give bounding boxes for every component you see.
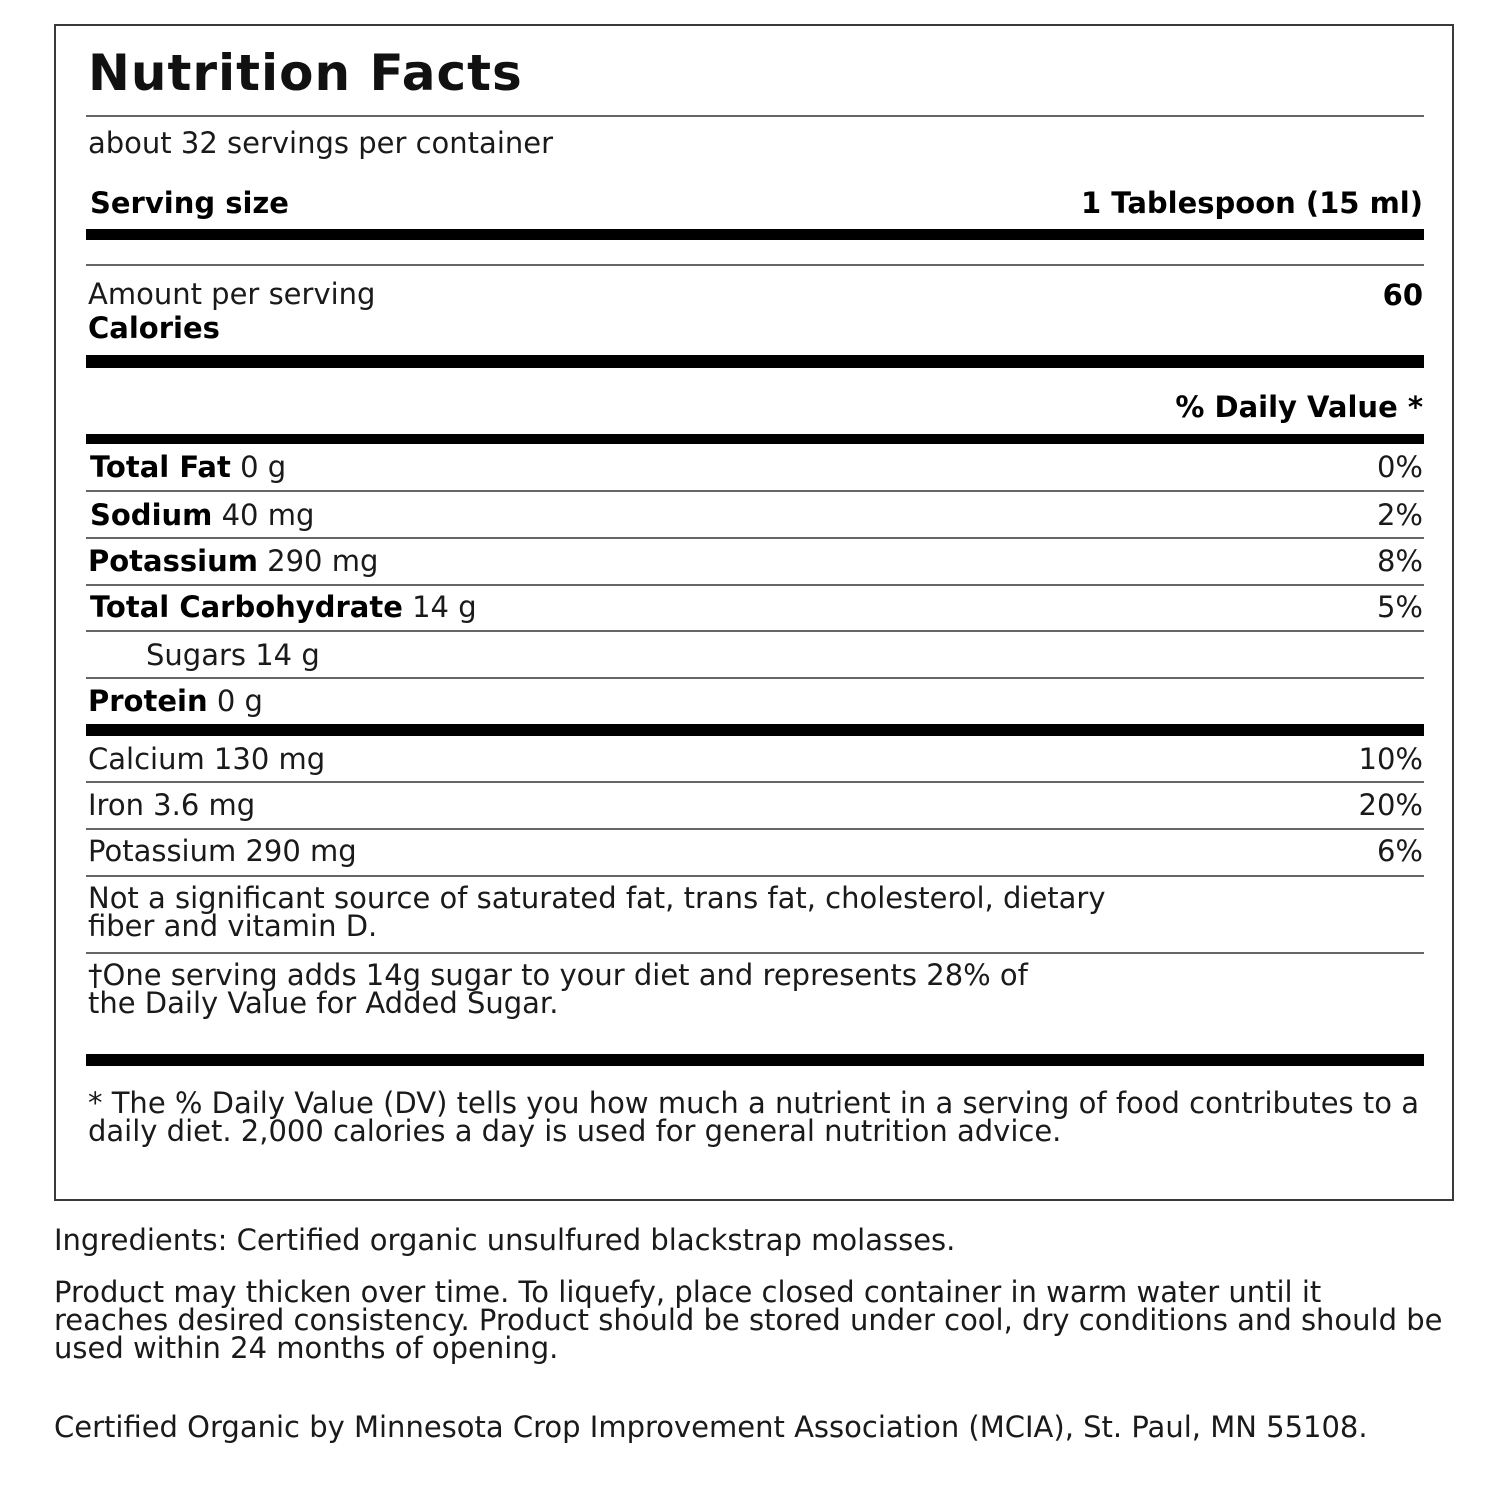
- nutrition-facts-title: Nutrition Facts: [88, 44, 523, 102]
- nutrient-amount: 40 mg: [212, 498, 315, 532]
- daily-value-header: % Daily Value *: [1175, 390, 1423, 424]
- calories-label: Calories: [88, 311, 220, 345]
- divider: [86, 584, 1424, 586]
- mineral-row-calcium: Calcium 130 mg: [88, 742, 326, 776]
- nutrient-dv: 5%: [1376, 590, 1423, 624]
- divider: [86, 828, 1424, 830]
- nutrient-row-sugars: [146, 638, 320, 672]
- divider: [86, 630, 1424, 632]
- thick-divider: [86, 1054, 1424, 1066]
- calories-value: 60: [1382, 278, 1423, 312]
- nutrient-name: Sodium: [90, 498, 213, 532]
- mineral-dv: 10%: [1358, 742, 1423, 776]
- nutrient-row-protein: [88, 684, 263, 718]
- nutrient-amount: 0 g: [207, 684, 263, 718]
- nutrient-name: Potassium: [88, 544, 258, 578]
- nutrient-amount: 14 g: [402, 590, 477, 624]
- servings-per-container: about 32 servings per container: [88, 126, 554, 160]
- nutrient-amount: 290 mg: [257, 544, 379, 578]
- certification-note: Certified Organic by Minnesota Crop Improvement Association (MCIA), St. Paul, MN 55108.: [54, 1410, 1368, 1444]
- nutrient-amount: 0 g: [230, 450, 287, 484]
- divider: [86, 490, 1424, 492]
- mineral-dv: 6%: [1376, 834, 1423, 868]
- storage-instructions: Product may thicken over time. To liquefy, place closed container in warm water until it reaches desired consistency. Product should be stored under cool, dry conditions and should be used within 24 months of opening.: [54, 1275, 1443, 1365]
- divider: [86, 264, 1424, 266]
- nutrient-amount: 14 g: [246, 638, 320, 672]
- nutrient-row-potassium: [88, 544, 378, 578]
- divider: [86, 952, 1424, 954]
- nutrient-name: Total Fat: [90, 450, 231, 484]
- nutrient-row-total-carbohydrate: [90, 590, 477, 624]
- medium-divider: [86, 434, 1424, 444]
- divider: [86, 875, 1424, 877]
- nutrient-name: Sugars: [146, 638, 246, 672]
- ingredients: Ingredients: Certified organic unsulfured blackstrap molasses.: [54, 1223, 956, 1257]
- divider: [86, 677, 1424, 679]
- nutrient-name: Total Carbohydrate: [90, 590, 403, 624]
- nutrient-dv: 8%: [1376, 544, 1423, 578]
- mineral-row-potassium: Potassium 290 mg: [88, 834, 357, 868]
- mineral-dv: 20%: [1358, 788, 1423, 822]
- thick-divider: [86, 355, 1424, 368]
- added-sugar-note: †One serving adds 14g sugar to your diet and represents 28% of the Daily Value for Added Sugar.: [88, 958, 1028, 1020]
- mineral-row-iron: Iron 3.6 mg: [88, 788, 256, 822]
- daily-value-footnote: * The % Daily Value (DV) tells you how much a nutrient in a serving of food contributes to a daily diet. 2,000 calories a day is used for general nutrition advice.: [88, 1086, 1419, 1148]
- divider: [86, 115, 1424, 117]
- thick-divider: [86, 724, 1424, 736]
- nutrient-row-sodium: [90, 498, 314, 532]
- divider: [86, 537, 1424, 539]
- amount-per-serving: Amount per serving: [88, 277, 376, 311]
- nutrient-row-total-fat: [90, 450, 286, 484]
- nutrient-dv: 2%: [1376, 498, 1423, 532]
- nutrient-name: Protein: [88, 684, 208, 718]
- divider: [86, 781, 1424, 783]
- not-significant-note: Not a significant source of saturated fat, trans fat, cholesterol, dietary fiber and vitamin D.: [88, 881, 1106, 943]
- serving-size-value: 1 Tablespoon (15 ml): [1081, 186, 1423, 220]
- nutrient-dv: 0%: [1376, 450, 1423, 484]
- thick-divider: [86, 229, 1424, 240]
- serving-size-label: Serving size: [90, 186, 289, 220]
